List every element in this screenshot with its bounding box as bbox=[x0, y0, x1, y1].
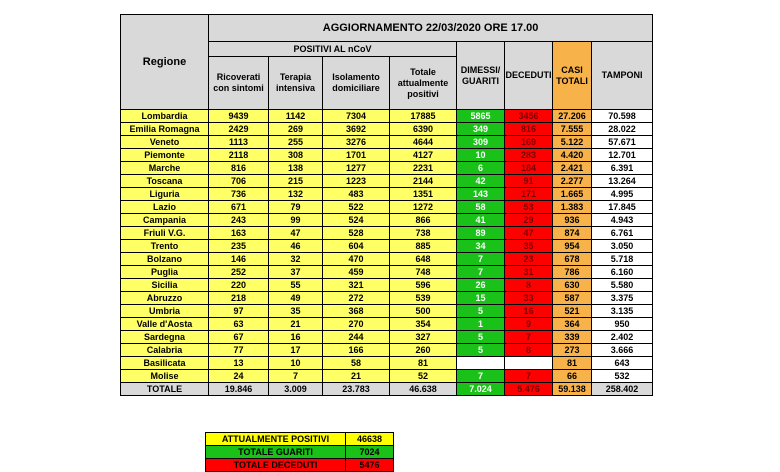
table-row bbox=[121, 240, 653, 253]
totale-positivi-cell: 648 bbox=[390, 253, 457, 266]
dimessi-cell bbox=[457, 357, 505, 370]
tamponi-cell: 3.375 bbox=[592, 292, 653, 305]
ricoverati-cell: 671 bbox=[209, 201, 269, 214]
terapia-cell: 55 bbox=[269, 279, 323, 292]
ricoverati-cell: 235 bbox=[209, 240, 269, 253]
deceduti-cell: 816 bbox=[505, 123, 553, 136]
deceduti-cell: 184 bbox=[505, 162, 553, 175]
dimessi-cell: 5 bbox=[457, 331, 505, 344]
ricoverati-cell: 218 bbox=[209, 292, 269, 305]
terapia-cell: 17 bbox=[269, 344, 323, 357]
deceduti-cell: 91 bbox=[505, 175, 553, 188]
totals-terapia: 3.009 bbox=[269, 383, 323, 396]
dimessi-cell: 58 bbox=[457, 201, 505, 214]
region-cell: Trento bbox=[121, 240, 209, 253]
casi-totali-cell: 1.665 bbox=[553, 188, 592, 201]
deceduti-cell: 169 bbox=[505, 136, 553, 149]
casi-totali-cell: 1.383 bbox=[553, 201, 592, 214]
ricoverati-cell: 243 bbox=[209, 214, 269, 227]
covid-regional-table bbox=[120, 14, 653, 396]
terapia-cell: 7 bbox=[269, 370, 323, 383]
isolamento-cell: 244 bbox=[323, 331, 390, 344]
tamponi-cell: 950 bbox=[592, 318, 653, 331]
casi-totali-cell: 273 bbox=[553, 344, 592, 357]
deceduti-cell: 8 bbox=[505, 344, 553, 357]
ricoverati-cell: 252 bbox=[209, 266, 269, 279]
dimessi-cell: 10 bbox=[457, 149, 505, 162]
table-row bbox=[121, 318, 653, 331]
totals-label: TOTALE bbox=[121, 383, 209, 396]
ricoverati-cell: 146 bbox=[209, 253, 269, 266]
ricoverati-cell: 736 bbox=[209, 188, 269, 201]
dimessi-cell: 6 bbox=[457, 162, 505, 175]
terapia-cell: 1142 bbox=[269, 110, 323, 123]
totale-positivi-cell: 1272 bbox=[390, 201, 457, 214]
deceduti-cell: 3456 bbox=[505, 110, 553, 123]
totals-deceduti: 5.476 bbox=[505, 383, 553, 396]
tamponi-cell: 3.050 bbox=[592, 240, 653, 253]
tamponi-cell: 2.402 bbox=[592, 331, 653, 344]
tamponi-header: TAMPONI bbox=[592, 42, 653, 110]
table-row bbox=[121, 201, 653, 214]
casi-totali-cell: 874 bbox=[553, 227, 592, 240]
casi-totali-cell: 5.122 bbox=[553, 136, 592, 149]
dimessi-cell: 34 bbox=[457, 240, 505, 253]
ricoverati-cell: 77 bbox=[209, 344, 269, 357]
terapia-cell: 99 bbox=[269, 214, 323, 227]
dimessi-cell: 5 bbox=[457, 344, 505, 357]
table-row bbox=[121, 188, 653, 201]
totals-totale-positivi: 46.638 bbox=[390, 383, 457, 396]
dimessi-cell: 42 bbox=[457, 175, 505, 188]
tamponi-cell: 4.995 bbox=[592, 188, 653, 201]
region-cell: Molise bbox=[121, 370, 209, 383]
tamponi-cell: 5.718 bbox=[592, 253, 653, 266]
tamponi-cell: 3.666 bbox=[592, 344, 653, 357]
ricoverati-cell: 220 bbox=[209, 279, 269, 292]
region-cell: Umbria bbox=[121, 305, 209, 318]
terapia-cell: 308 bbox=[269, 149, 323, 162]
casi-totali-cell: 954 bbox=[553, 240, 592, 253]
region-cell: Bolzano bbox=[121, 253, 209, 266]
dimessi-header: DIMESSI/ GUARITI bbox=[457, 42, 505, 110]
terapia-cell: 21 bbox=[269, 318, 323, 331]
region-cell: Lazio bbox=[121, 201, 209, 214]
casi-totali-cell: 339 bbox=[553, 331, 592, 344]
summary-label: ATTUALMENTE POSITIVI bbox=[206, 433, 346, 446]
tamponi-cell: 5.580 bbox=[592, 279, 653, 292]
table-row bbox=[121, 344, 653, 357]
table-row bbox=[121, 292, 653, 305]
tamponi-cell: 643 bbox=[592, 357, 653, 370]
isolamento-cell: 1277 bbox=[323, 162, 390, 175]
totale-positivi-cell: 885 bbox=[390, 240, 457, 253]
region-cell: Calabria bbox=[121, 344, 209, 357]
tamponi-cell: 70.598 bbox=[592, 110, 653, 123]
casi-totali-cell: 521 bbox=[553, 305, 592, 318]
isolamento-cell: 522 bbox=[323, 201, 390, 214]
deceduti-cell: 171 bbox=[505, 188, 553, 201]
isolamento-cell: 604 bbox=[323, 240, 390, 253]
totale-positivi-cell: 1351 bbox=[390, 188, 457, 201]
dimessi-cell: 15 bbox=[457, 292, 505, 305]
table-row bbox=[121, 136, 653, 149]
isolamento-cell: 272 bbox=[323, 292, 390, 305]
terapia-cell: 132 bbox=[269, 188, 323, 201]
tamponi-cell: 6.160 bbox=[592, 266, 653, 279]
totale-positivi-cell: 738 bbox=[390, 227, 457, 240]
ricoverati-cell: 24 bbox=[209, 370, 269, 383]
summary-row bbox=[206, 446, 394, 459]
totals-ricoverati: 19.846 bbox=[209, 383, 269, 396]
terapia-cell: 46 bbox=[269, 240, 323, 253]
dimessi-cell: 7 bbox=[457, 370, 505, 383]
region-cell: Sardegna bbox=[121, 331, 209, 344]
table-row bbox=[121, 305, 653, 318]
casi-totali-cell: 786 bbox=[553, 266, 592, 279]
casi-totali-cell: 587 bbox=[553, 292, 592, 305]
tamponi-cell: 12.701 bbox=[592, 149, 653, 162]
totals-tamponi: 258.402 bbox=[592, 383, 653, 396]
tamponi-cell: 532 bbox=[592, 370, 653, 383]
totals-isolamento: 23.783 bbox=[323, 383, 390, 396]
totale-positivi-cell: 327 bbox=[390, 331, 457, 344]
deceduti-cell: 16 bbox=[505, 305, 553, 318]
region-cell: Friuli V.G. bbox=[121, 227, 209, 240]
ricoverati-cell: 63 bbox=[209, 318, 269, 331]
isolamento-cell: 166 bbox=[323, 344, 390, 357]
tamponi-cell: 57.671 bbox=[592, 136, 653, 149]
deceduti-cell: 8 bbox=[505, 279, 553, 292]
isolamento-cell: 1701 bbox=[323, 149, 390, 162]
isolamento-cell: 270 bbox=[323, 318, 390, 331]
summary-label: TOTALE DECEDUTI bbox=[206, 459, 346, 472]
isolamento-cell: 470 bbox=[323, 253, 390, 266]
totale-positivi-cell: 866 bbox=[390, 214, 457, 227]
table-row bbox=[121, 149, 653, 162]
region-cell: Abruzzo bbox=[121, 292, 209, 305]
casi-totali-cell: 678 bbox=[553, 253, 592, 266]
terapia-cell: 35 bbox=[269, 305, 323, 318]
summary-value: 7024 bbox=[346, 446, 394, 459]
ricoverati-cell: 67 bbox=[209, 331, 269, 344]
totale-positivi-cell: 4644 bbox=[390, 136, 457, 149]
ricoverati-cell: 9439 bbox=[209, 110, 269, 123]
dimessi-cell: 309 bbox=[457, 136, 505, 149]
tamponi-cell: 3.135 bbox=[592, 305, 653, 318]
totale-positivi-cell: 539 bbox=[390, 292, 457, 305]
deceduti-cell bbox=[505, 357, 553, 370]
totale-positivi-header: Totale attualmente positivi bbox=[390, 57, 457, 110]
region-cell: Veneto bbox=[121, 136, 209, 149]
deceduti-cell: 47 bbox=[505, 227, 553, 240]
region-cell: Liguria bbox=[121, 188, 209, 201]
table-row bbox=[121, 175, 653, 188]
terapia-cell: 49 bbox=[269, 292, 323, 305]
ricoverati-cell: 816 bbox=[209, 162, 269, 175]
table-row bbox=[121, 279, 653, 292]
casi-totali-cell: 936 bbox=[553, 214, 592, 227]
deceduti-cell: 9 bbox=[505, 318, 553, 331]
summary-label: TOTALE GUARITI bbox=[206, 446, 346, 459]
region-cell: Marche bbox=[121, 162, 209, 175]
isolamento-cell: 524 bbox=[323, 214, 390, 227]
dimessi-cell: 7 bbox=[457, 253, 505, 266]
dimessi-cell: 1 bbox=[457, 318, 505, 331]
table-row bbox=[121, 357, 653, 370]
totals-casi-totali: 59.138 bbox=[553, 383, 592, 396]
tamponi-cell: 4.943 bbox=[592, 214, 653, 227]
dimessi-cell: 89 bbox=[457, 227, 505, 240]
table-row bbox=[121, 214, 653, 227]
region-cell: Emilia Romagna bbox=[121, 123, 209, 136]
isolamento-cell: 459 bbox=[323, 266, 390, 279]
isolamento-cell: 21 bbox=[323, 370, 390, 383]
summary-value: 46638 bbox=[346, 433, 394, 446]
region-cell: Toscana bbox=[121, 175, 209, 188]
terapia-cell: 37 bbox=[269, 266, 323, 279]
isolamento-cell: 58 bbox=[323, 357, 390, 370]
deceduti-cell: 53 bbox=[505, 201, 553, 214]
region-cell: Piemonte bbox=[121, 149, 209, 162]
terapia-cell: 269 bbox=[269, 123, 323, 136]
table-row bbox=[121, 331, 653, 344]
summary-row bbox=[206, 433, 394, 446]
ricoverati-cell: 1113 bbox=[209, 136, 269, 149]
casi-totali-cell: 630 bbox=[553, 279, 592, 292]
summary-value: 5476 bbox=[346, 459, 394, 472]
totals-dimessi: 7.024 bbox=[457, 383, 505, 396]
table-row bbox=[121, 253, 653, 266]
region-cell: Campania bbox=[121, 214, 209, 227]
region-cell: Basilicata bbox=[121, 357, 209, 370]
dimessi-cell: 41 bbox=[457, 214, 505, 227]
ricoverati-cell: 13 bbox=[209, 357, 269, 370]
deceduti-cell: 29 bbox=[505, 214, 553, 227]
dimessi-cell: 143 bbox=[457, 188, 505, 201]
region-header: Regione bbox=[121, 15, 209, 110]
table-row bbox=[121, 370, 653, 383]
totale-positivi-cell: 500 bbox=[390, 305, 457, 318]
deceduti-cell: 31 bbox=[505, 266, 553, 279]
totale-positivi-cell: 2231 bbox=[390, 162, 457, 175]
terapia-cell: 79 bbox=[269, 201, 323, 214]
deceduti-cell: 35 bbox=[505, 240, 553, 253]
isolamento-cell: 368 bbox=[323, 305, 390, 318]
terapia-cell: 138 bbox=[269, 162, 323, 175]
casi-totali-cell: 2.421 bbox=[553, 162, 592, 175]
table-row bbox=[121, 227, 653, 240]
ricoverati-cell: 706 bbox=[209, 175, 269, 188]
isolamento-cell: 528 bbox=[323, 227, 390, 240]
terapia-cell: 255 bbox=[269, 136, 323, 149]
terapia-cell: 10 bbox=[269, 357, 323, 370]
summary-table bbox=[205, 432, 394, 472]
dimessi-cell: 5865 bbox=[457, 110, 505, 123]
isolamento-cell: 3276 bbox=[323, 136, 390, 149]
region-cell: Lombardia bbox=[121, 110, 209, 123]
deceduti-cell: 23 bbox=[505, 253, 553, 266]
totale-positivi-cell: 748 bbox=[390, 266, 457, 279]
deceduti-cell: 7 bbox=[505, 370, 553, 383]
isolamento-cell: 1223 bbox=[323, 175, 390, 188]
tamponi-cell: 17.845 bbox=[592, 201, 653, 214]
terapia-cell: 47 bbox=[269, 227, 323, 240]
dimessi-cell: 7 bbox=[457, 266, 505, 279]
totale-positivi-cell: 596 bbox=[390, 279, 457, 292]
totale-positivi-cell: 17885 bbox=[390, 110, 457, 123]
casi-totali-cell: 66 bbox=[553, 370, 592, 383]
deceduti-cell: 283 bbox=[505, 149, 553, 162]
totale-positivi-cell: 81 bbox=[390, 357, 457, 370]
table-row bbox=[121, 266, 653, 279]
totale-positivi-cell: 6390 bbox=[390, 123, 457, 136]
table-row bbox=[121, 110, 653, 123]
ricoverati-cell: 2429 bbox=[209, 123, 269, 136]
deceduti-cell: 33 bbox=[505, 292, 553, 305]
tamponi-cell: 28.022 bbox=[592, 123, 653, 136]
totale-positivi-cell: 354 bbox=[390, 318, 457, 331]
dimessi-cell: 5 bbox=[457, 305, 505, 318]
table-body bbox=[121, 110, 653, 396]
casi-totali-cell: 81 bbox=[553, 357, 592, 370]
isolamento-cell: 7304 bbox=[323, 110, 390, 123]
table-row bbox=[121, 123, 653, 136]
ricoverati-header: Ricoverati con sintomi bbox=[209, 57, 269, 110]
tamponi-cell: 6.391 bbox=[592, 162, 653, 175]
totals-row bbox=[121, 383, 653, 396]
ricoverati-cell: 163 bbox=[209, 227, 269, 240]
terapia-cell: 32 bbox=[269, 253, 323, 266]
totale-positivi-cell: 4127 bbox=[390, 149, 457, 162]
isolamento-cell: 483 bbox=[323, 188, 390, 201]
update-title: AGGIORNAMENTO 22/03/2020 ORE 17.00 bbox=[209, 15, 653, 42]
ricoverati-cell: 97 bbox=[209, 305, 269, 318]
casi-totali-cell: 4.420 bbox=[553, 149, 592, 162]
casi-totali-cell: 7.555 bbox=[553, 123, 592, 136]
casi-totali-cell: 364 bbox=[553, 318, 592, 331]
deceduti-header: DECEDUTI bbox=[505, 42, 553, 110]
totale-positivi-cell: 260 bbox=[390, 344, 457, 357]
totale-positivi-cell: 2144 bbox=[390, 175, 457, 188]
casi-totali-header: CASI TOTALI bbox=[553, 42, 592, 110]
positivi-group-header: POSITIVI AL nCoV bbox=[209, 42, 457, 57]
isolamento-cell: 321 bbox=[323, 279, 390, 292]
region-cell: Sicilia bbox=[121, 279, 209, 292]
tamponi-cell: 6.761 bbox=[592, 227, 653, 240]
deceduti-cell: 7 bbox=[505, 331, 553, 344]
region-cell: Valle d'Aosta bbox=[121, 318, 209, 331]
isolamento-cell: 3692 bbox=[323, 123, 390, 136]
terapia-header: Terapia intensiva bbox=[269, 57, 323, 110]
dimessi-cell: 349 bbox=[457, 123, 505, 136]
tamponi-cell: 13.264 bbox=[592, 175, 653, 188]
terapia-cell: 16 bbox=[269, 331, 323, 344]
casi-totali-cell: 2.277 bbox=[553, 175, 592, 188]
table-row bbox=[121, 162, 653, 175]
totale-positivi-cell: 52 bbox=[390, 370, 457, 383]
ricoverati-cell: 2118 bbox=[209, 149, 269, 162]
casi-totali-cell: 27.206 bbox=[553, 110, 592, 123]
terapia-cell: 215 bbox=[269, 175, 323, 188]
dimessi-cell: 26 bbox=[457, 279, 505, 292]
isolamento-header: Isolamento domiciliare bbox=[323, 57, 390, 110]
region-cell: Puglia bbox=[121, 266, 209, 279]
